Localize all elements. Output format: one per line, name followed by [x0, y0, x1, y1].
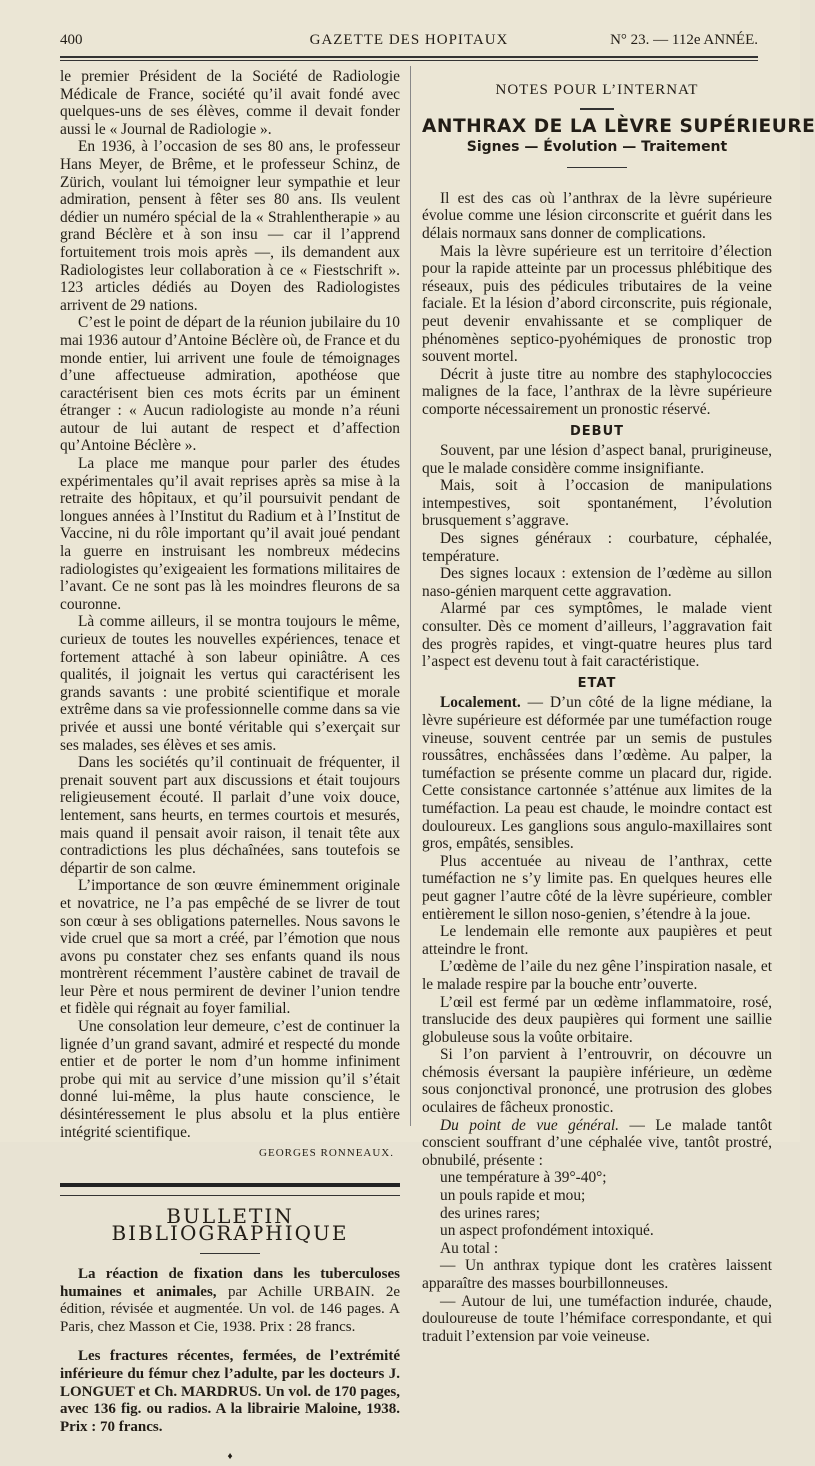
paragraph: L’œdème de l’aile du nez gêne l’inspiration nasale, et le malade respire par la bouche entr’ouverte. [422, 958, 772, 993]
paragraph-lead: Localement. [440, 694, 521, 712]
paragraph: Plus accentuée au niveau de l’anthrax, cette tuméfaction ne s’y limite pas. En quelques heures elle peut gagner l’autre côté de la lèvre supérieure, combler entièrement le sillon noso-genien, s’étendre à la joue. [422, 852, 772, 923]
paragraph: Décrit à juste titre au nombre des staphylococcies malignes de la face, l’anthrax de la lèvre supérieure comporte nécessairement un pronostic réservé. [422, 365, 772, 418]
paragraph: Là comme ailleurs, il se montra toujours le même, curieux de toutes les nouvelles expériences, tenace et fortement attaché à son labeur opiniâtre. A ces qualités, il joignait les vertus qui caractérisent les grands savants : une probité scientifique et morale extrême dans sa vie professionnelle comme dans sa vie privée et aussi une bonté véritable qui s’exerçait sur ses malades, ses élèves et ses amis. [60, 613, 400, 754]
paragraph-lead: Du point de vue général. [440, 1116, 620, 1134]
author-signature: GEORGES RONNEAUX. [259, 1147, 394, 1160]
paragraph: Mais, soit à l’occasion de manipulations intempestives, soit spontanément, l’évolution brusquement s’aggrave. [422, 477, 772, 530]
paragraph [422, 1117, 772, 1170]
paragraph: Des signes locaux : extension de l’œdème au sillon naso-génien marquent cette aggravation. [422, 565, 772, 600]
paragraph: Une consolation leur demeure, c’est de continuer la lignée d’un grand savant, admiré et respecté du monde entier et de porter le nom d’un homme infiniment probe qui mit au service d’une mission qu’il s’était donné lui-même, la plus haute conscience, le désintéressement le plus absolu et la plus entière intégrité scientifique. [60, 1018, 400, 1141]
ornament-icon: ♦ [227, 1451, 233, 1463]
entry-title: La réaction de fixation dans les tuberculoses humaines et animales, [60, 1266, 400, 1300]
section-heading: DEBUT [569, 423, 624, 439]
title-rule [200, 1253, 260, 1254]
paragraph: L’œil est fermé par un œdème inflammatoire, rosé, translucide des deux paupières qui forment une saillie globuleuse sous la voûte orbitaire. [422, 993, 772, 1046]
paragraph-text: — Le malade tantôt conscient souffrant d’une céphalée vive, tantôt prostré, obnubilé, présente : [422, 1116, 772, 1169]
paragraph: Si l’on parvient à l’entrouvrir, on découvre un chémosis éversant la paupière inférieure, un œdème sous conjonctival prononcé, une protrusion des globes oculaires de fâcheux pronostic. [422, 1046, 772, 1117]
paragraph-text: — D’un côté de la ligne médiane, la lèvre supérieure est déformée par une tuméfaction rouge vineuse, souvent centrée par un semis de pustules roussâtres, enchâssées dans l’œdème. Au palper, la tuméfaction se présente comme un placard dur, rigide. Cette consistance cartonnée s’atténue aux limites de la tuméfaction. La peau est chaude, le moindre contact est douloureux. Les ganglions sous angulo-maxillaires sont gros, empâtés, sensibles. [422, 694, 772, 853]
paragraph: le premier Président de la Société de Radiologie Médicale de France, société qu’il avait fondé avec quelques-uns de ses élèves, comme il devait fonder aussi le « Journal de Radiologie ». [60, 68, 400, 138]
paragraph: Des signes généraux : courbature, céphalée, température. [422, 530, 772, 565]
bibliography-entry [60, 1348, 400, 1436]
paragraph: Il est des cas où l’anthrax de la lèvre supérieure évolue comme une lésion circonscrite et guérit dans les délais normaux sans donner de complications. [422, 189, 772, 242]
page-number: 400 [60, 32, 83, 48]
title-rule [580, 108, 614, 110]
paragraph: Au total : [440, 1239, 499, 1257]
paragraph: La place me manque pour parler des études expérimentales qu’il avait reprises après sa mise à la retraite des hôpitaux, et qu’il poursuivit pendant de longues années à l’Institut du Radium et à l’Institut de Vaccine, ni du rôle important qu’il avait joué pendant la guerre en instruisant les nombreux médecins radiologistes qu’exigeaient les formations militaires de l’avant. Ce ne sont pas là les moindres fleurons de sa couronne. [60, 455, 400, 613]
entry-details: par les docteurs J. LONGUET et Ch. MARDRUS. Un vol. de 170 pages, avec 136 fig. ou radios. A la librairie Maloine, 1938. Prix : 70 francs. [60, 1365, 401, 1435]
paragraph: Mais la lèvre supérieure est un territoire d’élection pour la rapide atteinte par un processus phlébitique des réseaux, puis des pédicules tributaires de la veine faciale. Et la lésion d’abord circonscrite, puis régionale, peut devenir envahissante et se compliquer de phénomènes septico-pyohémiques de pronostic trop souvent mortel. [422, 242, 772, 366]
journal-title: GAZETTE DES HOPITAUX [309, 32, 509, 48]
paragraph: — Un anthrax typique dont les cratères laissent apparaître des masses bourbillonneuses. [422, 1257, 772, 1292]
list-item: un aspect profondément intoxiqué. [440, 1222, 654, 1240]
left-column [60, 68, 400, 1466]
article-subtitle: Signes — Évolution — Traitement [466, 139, 728, 156]
paragraph: Dans les sociétés qu’il continuait de fréquenter, il prenait souvent part aux discussions et était toujours religieusement écouté. Il parlait d’une voix douce, lentement, sans heurts, en termes courtois et mesurés, mais quand il pensait avoir raison, il tenait tête aux contradictions les plus déchaînées, sans toutefois se départir de son calme. [60, 754, 400, 877]
section-rule [60, 1183, 400, 1187]
paragraph: — Autour de lui, une tuméfaction indurée, chaude, douloureuse de toute l’hémiface correspondante, et qui traduit l’extension par voie veineuse. [422, 1292, 772, 1345]
paragraph: Souvent, par une lésion d’aspect banal, prurigineuse, que le malade considère comme insignifiante. [422, 442, 772, 477]
header-rule-thin [60, 60, 758, 61]
symptom-list [422, 1169, 772, 1239]
bibliography-entry [60, 1266, 400, 1336]
list-item: un pouls rapide et mou; [440, 1187, 586, 1205]
subtitle-rule [567, 167, 627, 168]
paragraph: C’est le point de départ de la réunion jubilaire du 10 mai 1936 autour d’Antoine Béclère où, de France et du monde entier, lui arrivent une foule de témoignages d’une affectueuse admiration, apothéose que caractérisent bien ces mots écrits par un éminent étranger : « Aucun radiologiste au monde n’a réuni autour de lui autant de respect et d’affection qu’Antoine Béclère ». [60, 314, 400, 455]
paragraph: L’importance de son œuvre éminemment originale et novatrice, ne l’a pas empêché de se livrer de tout son cœur à ses obligations paternelles. Nous savons le vide cruel que sa mort a créé, par l’émotion que nous avons pu constater chez ses enfants quand ils nous montrèrent récemment l’austère cabinet de travail de leur Père et nous permirent de deviner l’union tendre et fidèle qui régnait au foyer familial. [60, 877, 400, 1018]
section-label: NOTES POUR L’INTERNAT [495, 82, 699, 98]
right-column [422, 80, 815, 1345]
header-rule [60, 56, 758, 58]
section-rule-thin [60, 1195, 400, 1196]
entry-title: Les fractures récentes, fermées, de l’extrémité inférieure du fémur chez l’adulte, [60, 1348, 400, 1382]
entry-details: par Achille URBAIN. 2e édition, révisée et augmentée. Un vol. de 146 pages. A Paris, chez Masson et Cie, 1938. Prix : 28 francs. [60, 1283, 400, 1335]
issue-label: N° 23. — 112e ANNÉE. [610, 32, 758, 48]
bulletin-title: BULLETIN BIBLIOGRAPHIQUE [111, 1203, 349, 1246]
paragraph: Alarmé par ces symptômes, le malade vient consulter. Dès ce moment d’ailleurs, l’aggravation fait des progrès rapides, et vingt-quatre heures plus tard l’aspect est devenu tout à fait caractéristique. [422, 600, 772, 671]
running-header [60, 32, 758, 54]
article-title: ANTHRAX DE LA LÈVRE SUPÉRIEURE [422, 115, 815, 137]
paragraph: Le lendemain elle remonte aux paupières et peut atteindre le front. [422, 923, 772, 958]
section-heading: ETAT [577, 675, 617, 691]
column-divider [410, 66, 411, 1126]
list-item: des urines rares; [440, 1204, 541, 1222]
paragraph: En 1936, à l’occasion de ses 80 ans, le professeur Hans Meyer, de Brême, et le professeur Schinz, de Zürich, voulant lui témoigner leur sympathie et leur admiration, pensent à fêter ses 80 ans. Ils veulent dédier un numéro spécial de la « Strahlentherapie » au grand Béclère et à son insu — car il l’apprend fortuitement trois mois après —, ils demandent aux Radiologistes leur collaboration à ce « Fiestschrift ». 123 articles dédiés au Doyen des Radiologistes arrivent de 29 nations. [60, 138, 400, 314]
paragraph [422, 694, 772, 852]
list-item: une température à 39°-40°; [440, 1169, 607, 1187]
